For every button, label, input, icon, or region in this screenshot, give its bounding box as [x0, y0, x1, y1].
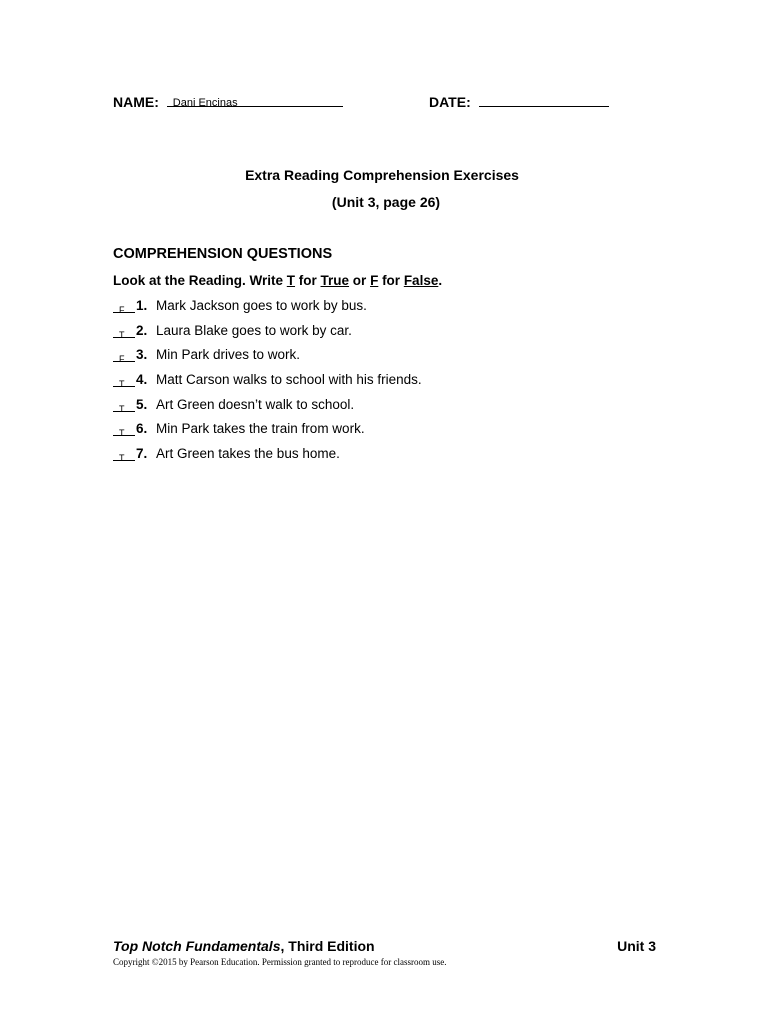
answer-blank[interactable] [113, 422, 135, 439]
question-number: 7. [136, 446, 148, 462]
question-item [113, 345, 673, 370]
answer-value: T [119, 403, 125, 414]
answer-value: T [119, 379, 125, 390]
question-number: 1. [136, 298, 148, 313]
instructions-text: or [349, 273, 371, 288]
question-number: 6. [136, 421, 148, 437]
question-list [113, 296, 673, 469]
date-field [429, 92, 609, 110]
instructions-false: False [403, 273, 439, 288]
instructions-text: for [295, 273, 321, 288]
footer-unit: Unit 3 [617, 938, 656, 954]
instructions-f: F [370, 273, 379, 288]
answer-blank[interactable] [113, 398, 135, 412]
answer-blank[interactable] [113, 299, 135, 313]
answer-blank[interactable] [113, 348, 135, 365]
instructions [113, 273, 442, 288]
question-number: 4. [136, 372, 148, 388]
answer-value: T [119, 453, 125, 464]
question-item [113, 419, 673, 444]
question-item [113, 321, 673, 346]
question-text: Matt Carson walks to school with his friends. [156, 372, 422, 388]
question-item [113, 296, 673, 321]
question-text: Art Green takes the bus home. [156, 446, 340, 462]
answer-value: F [119, 305, 125, 315]
answer-blank[interactable] [113, 324, 135, 338]
instructions-text: Look at the Reading. Write [113, 273, 287, 288]
answer-value: T [119, 329, 125, 340]
answer-value: F [119, 354, 125, 365]
answer-value: T [119, 428, 125, 439]
answer-blank[interactable] [113, 373, 135, 390]
instructions-text: for [378, 273, 404, 288]
question-text: Mark Jackson goes to work by bus. [156, 298, 367, 313]
book-edition: , Third Edition [280, 938, 375, 954]
question-number: 2. [136, 322, 148, 338]
instructions-t: T [286, 273, 296, 288]
date-line[interactable] [479, 92, 609, 107]
question-text: Art Green doesn’t walk to school. [156, 396, 355, 412]
book-title: Top Notch Fundamentals [113, 938, 281, 954]
question-item [113, 444, 673, 469]
page-subtitle: (Unit 3, page 26) [331, 194, 441, 210]
name-field [113, 92, 343, 110]
question-number: 3. [136, 347, 148, 363]
page-title: Extra Reading Comprehension Exercises [245, 167, 519, 183]
footer-book-title [113, 938, 656, 954]
page-footer [113, 938, 656, 967]
question-item [113, 370, 673, 395]
question-number: 5. [136, 396, 148, 412]
instructions-text: . [438, 273, 443, 288]
date-label: DATE: [429, 94, 471, 110]
header-row [113, 92, 673, 112]
question-text: Min Park drives to work. [156, 347, 301, 363]
section-heading: COMPREHENSION QUESTIONS [113, 246, 333, 262]
copyright-notice: Copyright ©2015 by Pearson Education. Permission granted to reproduce for classroom use. [113, 957, 447, 967]
name-line[interactable] [167, 92, 343, 107]
name-value: Dani Encinas [172, 97, 238, 109]
question-item [113, 395, 673, 420]
question-text: Laura Blake goes to work by car. [156, 322, 352, 338]
instructions-true: True [320, 273, 350, 288]
name-label: NAME: [113, 94, 159, 110]
question-text: Min Park takes the train from work. [156, 421, 365, 437]
answer-blank[interactable] [113, 447, 135, 464]
